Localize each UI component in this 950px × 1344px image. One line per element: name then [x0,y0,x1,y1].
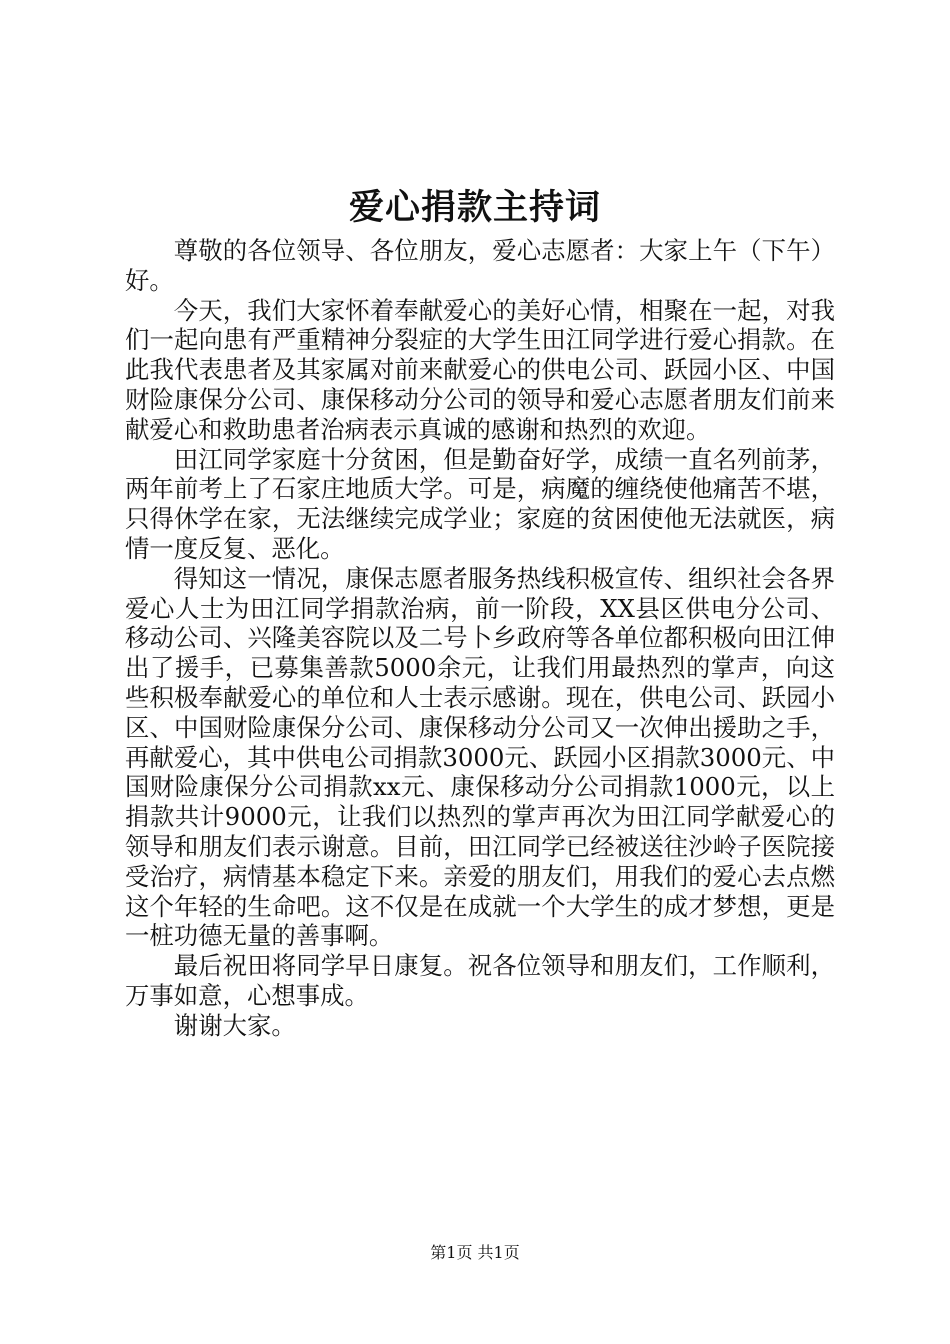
paragraph-background: 田江同学家庭十分贫困，但是勤奋好学，成绩一直名列前茅，两年前考上了石家庄地质大学。可是，病魔的缠绕使他痛苦不堪，只得休学在家，无法继续完成学业；家庭的贫困使他无法就医，病情一度反复、恶化。 [125,444,835,563]
paragraph-greeting: 尊敬的各位领导、各位朋友，爱心志愿者：大家上午（下午）好。 [125,236,835,295]
paragraph-opening: 今天，我们大家怀着奉献爱心的美好心情，相聚在一起，对我们一起向患有严重精神分裂症的大学生田江同学进行爱心捐款。在此我代表患者及其家属对前来献爱心的供电公司、跃园小区、中国财险康保分公司、康保移动分公司的领导和爱心志愿者朋友们前来献爱心和救助患者治病表示真诚的感谢和热烈的欢迎。 [125,295,835,444]
page-footer: 第1页 共1页 [430,1243,520,1262]
paragraph-thanks: 谢谢大家。 [173,1010,296,1040]
document-body [125,236,835,1041]
paragraph-wishes: 最后祝田将同学早日康复。祝各位领导和朋友们，工作顺利，万事如意，心想事成。 [125,951,835,1010]
paragraph-donations: 得知这一情况，康保志愿者服务热线积极宣传、组织社会各界爱心人士为田江同学捐款治病，前一阶段，XX县区供电分公司、移动公司、兴隆美容院以及二号卜乡政府等各单位都积极向田江伸出了援手，已募集善款5000余元，让我们用最热烈的掌声，向这些积极奉献爱心的单位和人士表示感谢。现在，供电公司、跃园小区、中国财险康保分公司、康保移动分公司又一次伸出援助之手，再献爱心，其中供电公司捐款3000元、跃园小区捐款3000元、中国财险康保分公司捐款xx元、康保移动分公司捐款1000元，以上捐款共计9000元，让我们以热烈的掌声再次为田江同学献爱心的领导和朋友们表示谢意。目前，田江同学已经被送往沙岭子医院接受治疗，病情基本稳定下来。亲爱的朋友们，用我们的爱心去点燃这个年轻的生命吧。这不仅是在成就一个大学生的成才梦想，更是一桩功德无量的善事啊。 [125,563,835,951]
document-title: 爱心捐款主持词 [348,187,601,228]
